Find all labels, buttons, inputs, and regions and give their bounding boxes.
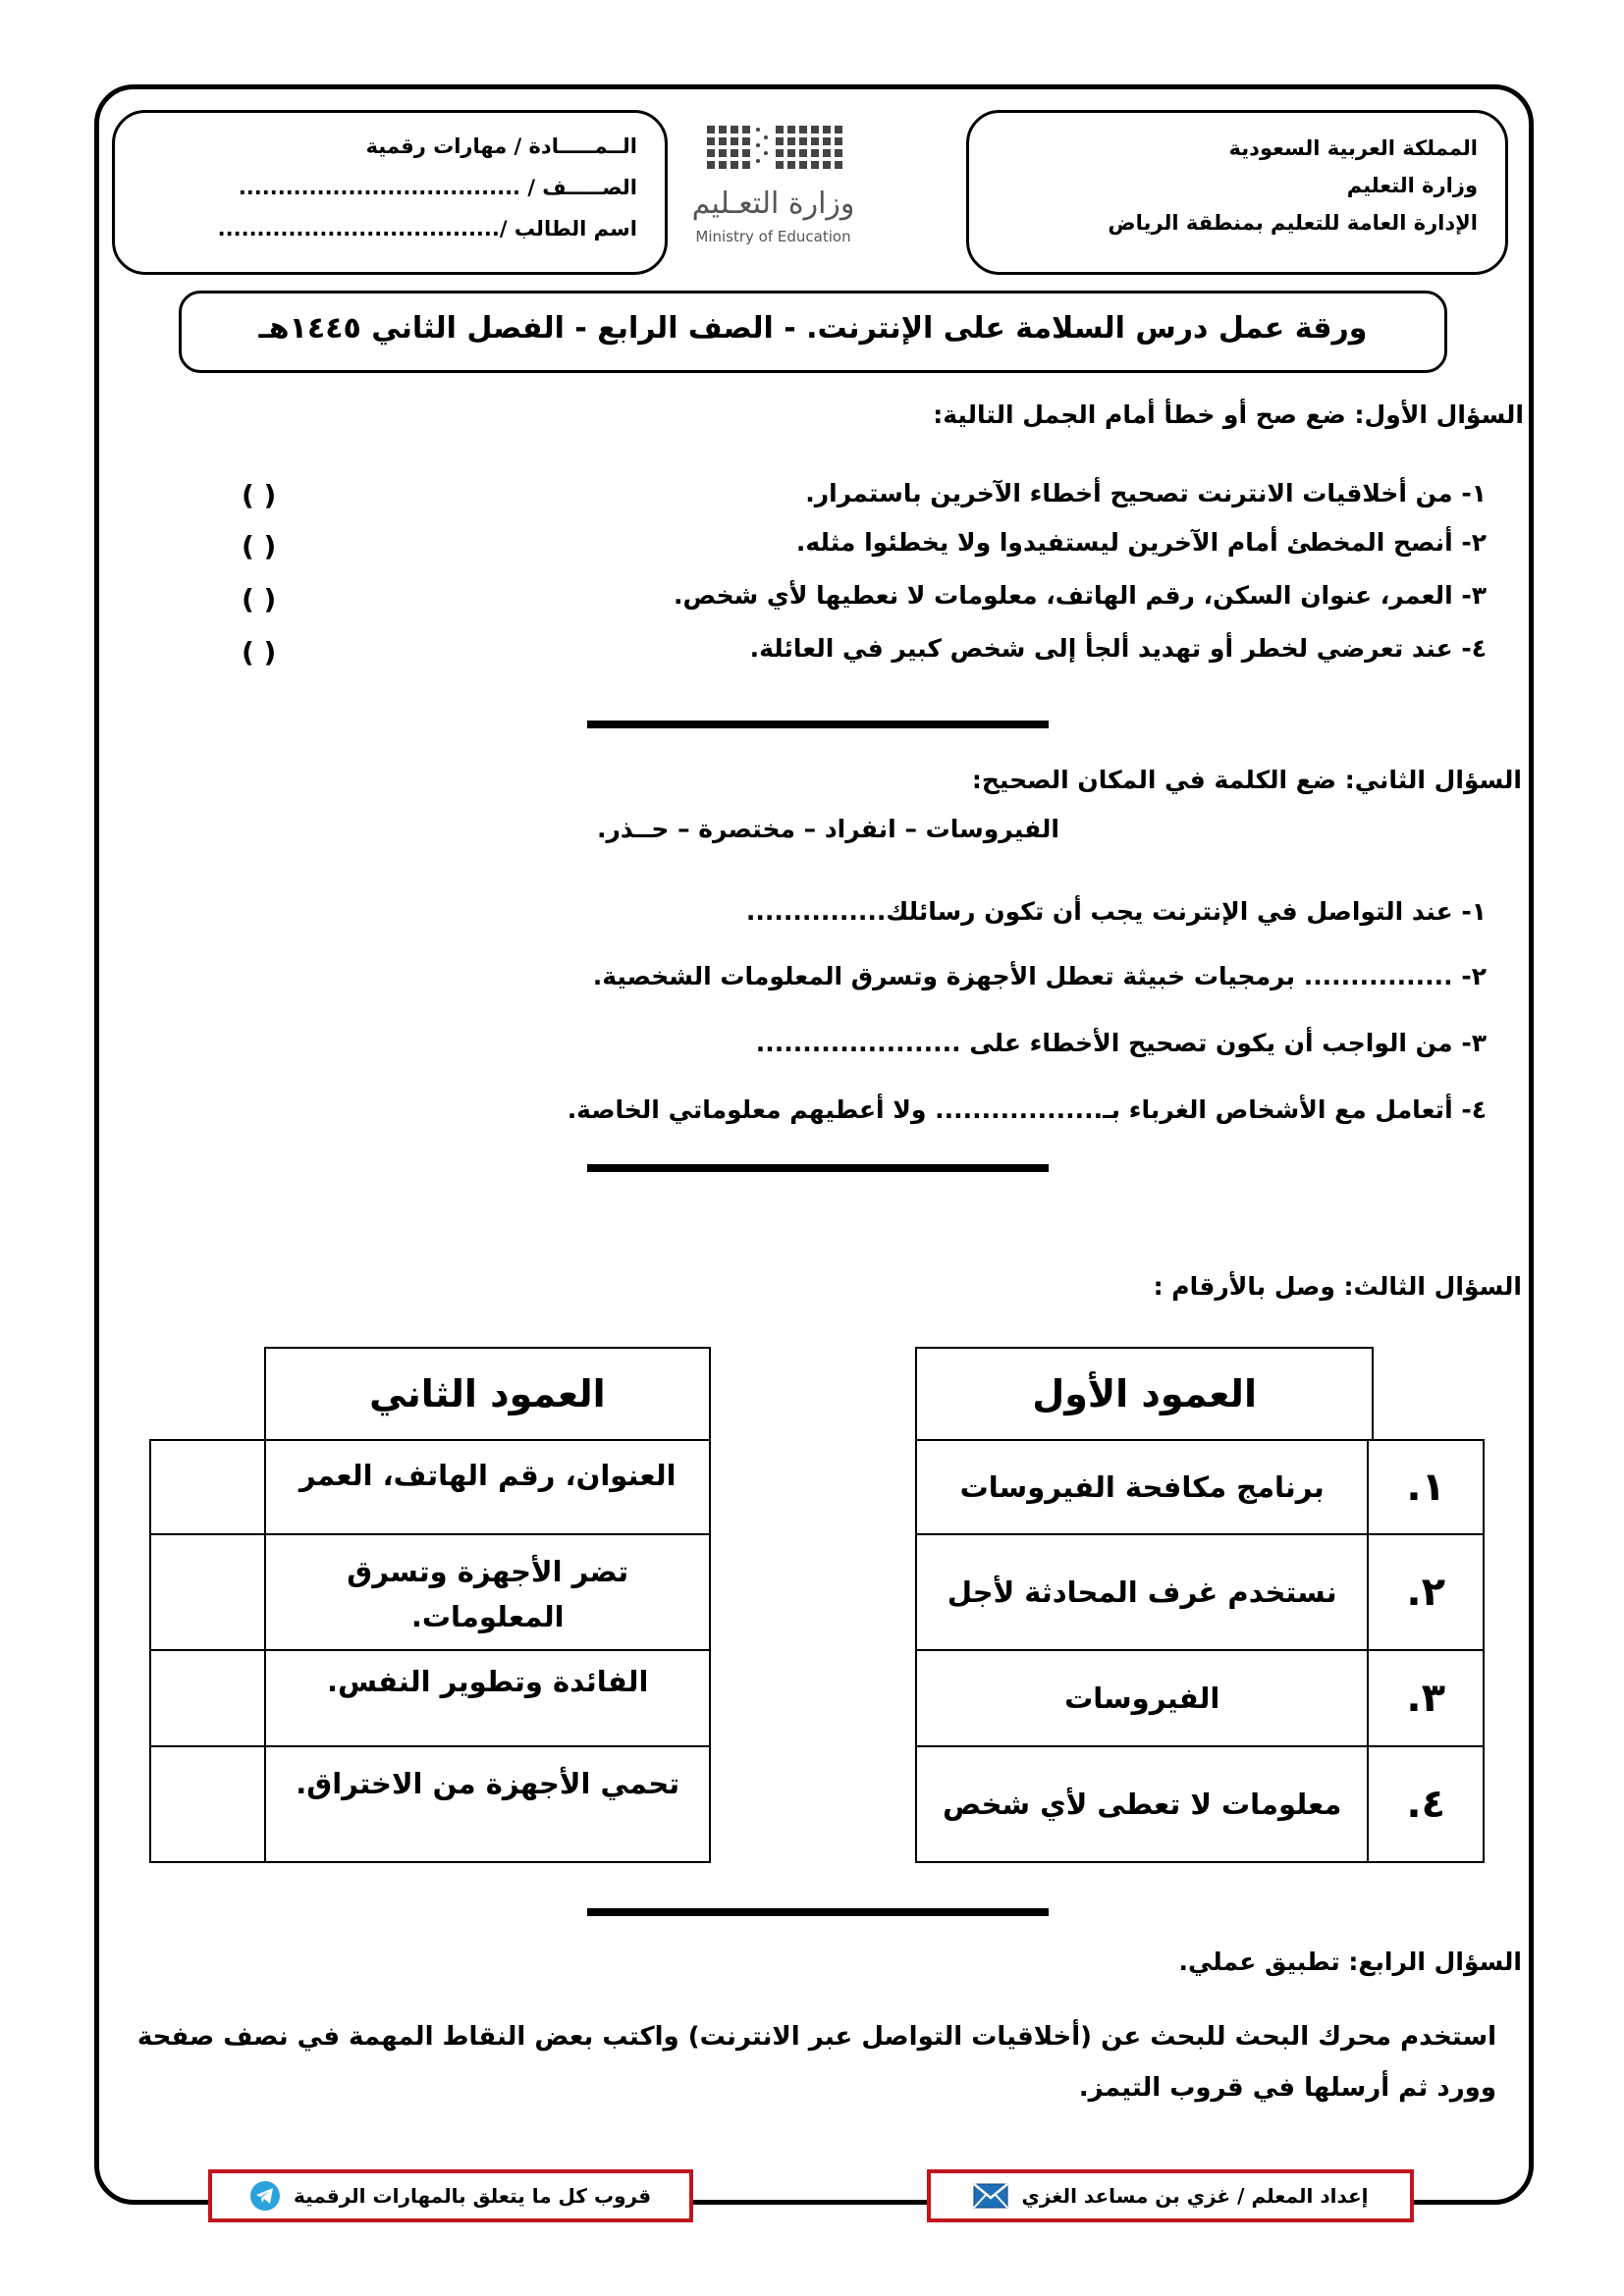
logo-english-text: Ministry of Education [695,228,851,245]
q1-answer-slot[interactable]: ( ) [242,636,277,668]
header-student-box [112,110,668,275]
answer-number-slot[interactable] [150,1650,265,1746]
column-two-cell: العنوان، رقم الهاتف، العمر [265,1440,710,1534]
worksheet-title: ورقة عمل درس السلامة على الإنترنت. - الصف الرابع - الفصل الثاني ١٤٤٥هـ [258,311,1368,346]
q1-item: ٣- العمر، عنوان السكن، رقم الهاتف، معلومات لا نعطيها لأي شخص. [674,581,1487,610]
telegram-icon [250,2181,280,2211]
q2-item: ٢- ................ برمجيات خبيثة تعطل الأجهزة وتسرق المعلومات الشخصية. [592,962,1487,990]
ministry-logo [687,118,859,255]
column-two-table [149,1347,711,1441]
q1-answer-slot[interactable]: ( ) [242,530,277,562]
q2-item: ١- عند التواصل في الإنترنت يجب أن تكون رسائلك............... [745,897,1487,926]
q3-heading: السؤال الثالث: وصل بالأرقام : [1153,1272,1522,1301]
telegram-group-label: قروب كل ما يتعلق بالمهارات الرقمية [293,2184,652,2208]
section-divider [587,1908,1049,1916]
answer-number-slot[interactable] [150,1534,265,1650]
teacher-credit: إعداد المعلم / غزي بن مساعد الغزي [1021,2184,1369,2208]
teacher-credit-box [927,2169,1414,2222]
header-right-line: وزارة التعليم [1346,174,1478,197]
q4-body-line: استخدم محرك البحث للبحث عن (أخلاقيات التواصل عبر الانترنت) واكتب بعض النقاط المهمة في نصف صفحة [136,2022,1496,2052]
section-divider [587,1164,1049,1172]
worksheet-title-box [179,291,1447,373]
row-number: ٣. [1368,1650,1484,1746]
header-right-line: المملكة العربية السعودية [1228,136,1478,160]
subject-line: الــمـــــادة / مهارات رقمية [365,134,637,158]
column-one-table [915,1347,1485,1441]
q2-item: ٤- أتعامل مع الأشخاص الغرباء بـ.................. ولا أعطيهم معلوماتي الخاصة. [567,1095,1487,1124]
ministry-logo-dots-icon [687,118,859,177]
section-divider [587,721,1049,728]
row-number: ٤. [1368,1746,1484,1862]
q4-heading: السؤال الرابع: تطبيق عملي. [1178,1948,1522,1976]
q1-heading: السؤال الأول: ضع صح أو خطأ أمام الجمل التالية: [933,400,1524,429]
row-number: ١. [1368,1440,1484,1534]
q2-word-bank: الفيروسات – انفراد – مختصرة – حــذر. [596,815,1059,843]
column-one-cell: نستخدم غرف المحادثة لأجل [916,1534,1368,1650]
header-right-line: الإدارة العامة للتعليم بمنطقة الرياض [1108,211,1478,235]
q2-heading: السؤال الثاني: ضع الكلمة في المكان الصحيح: [971,766,1522,794]
q1-item: ٤- عند تعرضي لخطر أو تهديد ألجأ إلى شخص كبير في العائلة. [749,634,1487,663]
mail-icon [973,2183,1008,2209]
column-two-cell: تحمي الأجهزة من الاختراق. [265,1746,710,1862]
column-two-cell: تضر الأجهزة وتسرق المعلومات. [265,1534,710,1650]
answer-number-slot[interactable] [150,1746,265,1862]
q1-answer-slot[interactable]: ( ) [242,583,277,615]
class-line: الصـــــف / .................................... [238,176,637,199]
telegram-group-box[interactable] [208,2169,693,2222]
column-two-title: العمود الثاني [265,1348,710,1440]
q2-item: ٣- من الواجب أن يكون تصحيح الأخطاء على ...................... [755,1029,1487,1057]
header-ministry-box [966,110,1508,275]
answer-number-slot[interactable] [150,1440,265,1534]
q4-body-line: وورد ثم أرسلها في قروب التيمز. [1078,2073,1496,2103]
column-one-cell: معلومات لا تعطى لأي شخص [916,1746,1368,1862]
logo-arabic-text: وزارة التعـليم [691,187,855,221]
column-two-rows [149,1439,711,1863]
column-one-rows [915,1439,1485,1863]
column-one-title: العمود الأول [916,1348,1373,1440]
column-one-cell: برنامج مكافحة الفيروسات [916,1440,1368,1534]
q1-answer-slot[interactable]: ( ) [242,479,277,511]
row-number: ٢. [1368,1534,1484,1650]
q1-item: ١- من أخلاقيات الانترنت تصحيح أخطاء الآخرين باستمرار. [805,479,1487,507]
student-name-line: اسم الطالب /.................................... [217,217,637,240]
column-one-cell: الفيروسات [916,1650,1368,1746]
column-two-cell: الفائدة وتطوير النفس. [265,1650,710,1746]
q1-item: ٢- أنصح المخطئ أمام الآخرين ليستفيدوا ولا يخطئوا مثله. [795,528,1487,557]
